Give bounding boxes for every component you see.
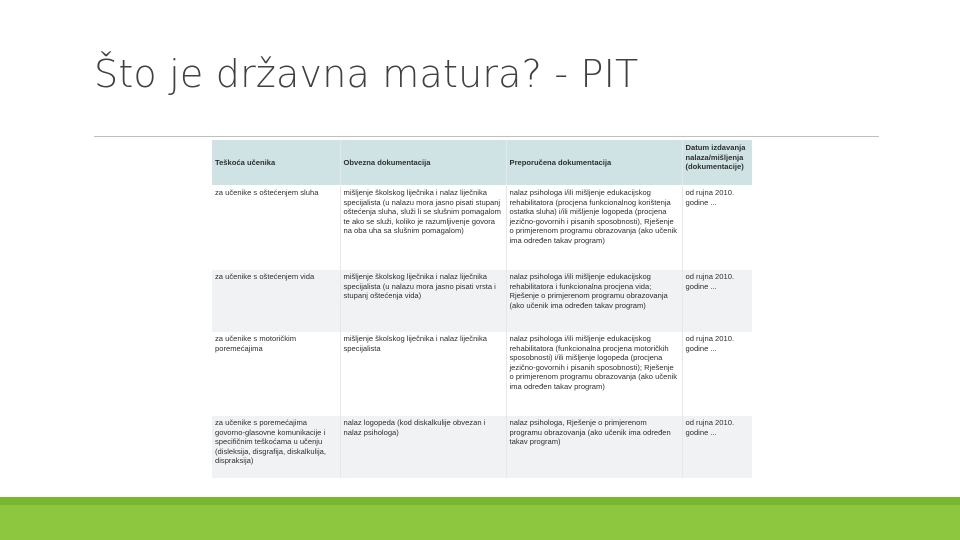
cell-mandatory-docs: nalaz logopeda (kod diskalkulije obvezan i nalaz psihologa) (340, 416, 506, 478)
documentation-table-image (212, 140, 752, 478)
cell-mandatory-docs: mišljenje školskog liječnika i nalaz liječnika specijalista (340, 332, 506, 416)
cell-recommended-docs: nalaz psihologa i/ili mišljenje edukacijskog rehabilitatora (procjena funkcionalnog korištenja ostatka sluha) i/ili mišljenje logopeda (procjena jezično-govornih i pisanih sposobnosti), Rješenje o primjerenom programu obrazovanja (ako učenik ima određen takav program) (506, 186, 682, 271)
footer-accent-stripe (0, 497, 960, 505)
cell-mandatory-docs: mišljenje školskog liječnika i nalaz liječnika specijalista (u nalazu mora jasno pisati stupanj oštećenja sluha, služi li se slušnim pomagalom te ako se služi, koliko je razumljivenje govora na oba uha sa slušnim pomagalom) (340, 186, 506, 271)
cell-recommended-docs: nalaz psihologa i/ili mišljenje edukacijskog rehabilitatora i funkcionalna procjena vida; Rješenje o primjerenom programu obrazovanja (ako učenik ima određen takav program) (506, 270, 682, 332)
cell-recommended-docs: nalaz psihologa, Rješenje o primjerenom programu obrazovanja (ako učenik ima određen takav program) (506, 416, 682, 478)
cell-issue-date: od rujna 2010. godine ... (682, 332, 752, 416)
cell-issue-date: od rujna 2010. godine ... (682, 186, 752, 271)
table-row (212, 186, 752, 271)
cell-difficulty: za učenike s motoričkim poremećajima (212, 332, 340, 416)
cell-issue-date: od rujna 2010. godine ... (682, 270, 752, 332)
table-row (212, 416, 752, 478)
cell-issue-date: od rujna 2010. godine ... (682, 416, 752, 478)
cell-mandatory-docs: mišljenje školskog liječnika i nalaz liječnika specijalista (u nalazu mora jasno pisati vrsta i stupanj oštećenja vida) (340, 270, 506, 332)
title-divider (94, 136, 879, 137)
slide-title: Što je državna matura? - PIT (94, 52, 639, 96)
header-difficulty: Teškoća učenika (212, 140, 340, 186)
header-mandatory-docs: Obvezna dokumentacija (340, 140, 506, 186)
cell-difficulty: za učenike s poremećajima govorno-glasovne komunikacije i specifičnim teškoćama u učenju (disleksija, disgrafija, diskalkulija, dispraksija) (212, 416, 340, 478)
table-header-row (212, 140, 752, 186)
documentation-table (212, 140, 752, 478)
header-recommended-docs: Preporučena dokumentacija (506, 140, 682, 186)
cell-difficulty: za učenike s oštećenjem vida (212, 270, 340, 332)
table-row (212, 332, 752, 416)
cell-recommended-docs: nalaz psihologa i/ili mišljenje edukacijskog rehabilitatora (funkcionalna procjena motoričkih sposobnosti) i/ili mišljenje logopeda (procjena jezično-govornih i pisanih sposobnosti); Rješenje o primjerenom programu obrazovanja (ako učenik ima određen takav program) (506, 332, 682, 416)
cell-difficulty: za učenike s oštećenjem sluha (212, 186, 340, 271)
header-issue-date: Datum izdavanja nalaza/mišljenja (dokumentacije) (682, 140, 752, 186)
table-row (212, 270, 752, 332)
